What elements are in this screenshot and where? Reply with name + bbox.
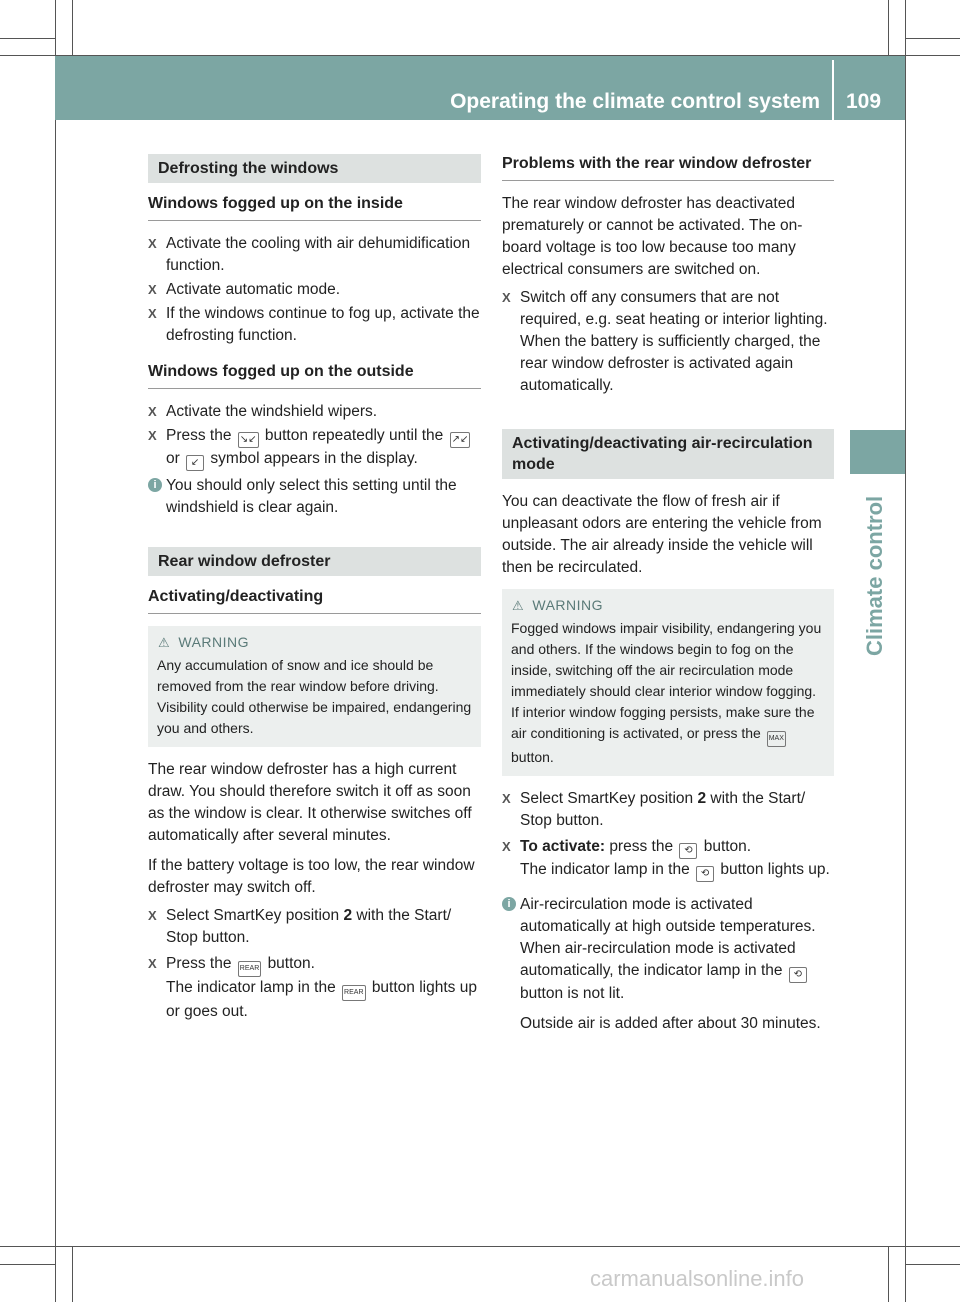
- step-text: with the Start/ Stop button.: [166, 907, 452, 946]
- info-text: button is not lit.: [520, 985, 625, 1002]
- warning-label: WARNING: [532, 597, 604, 613]
- info-text: Air-recirculation mode is activated automatically at high outside temperatures. When air-recirculation mode is activated automatically, the indicator lamp in the: [520, 896, 816, 979]
- crop-mark: [72, 0, 73, 55]
- info-icon: i: [502, 897, 516, 911]
- watermark: carmanualsonline.info: [590, 1266, 805, 1291]
- crop-mark: [0, 1246, 960, 1247]
- warning-text: button.: [511, 749, 554, 765]
- smartkey-position: 2: [343, 907, 353, 924]
- crop-mark: [55, 0, 56, 1302]
- warning-box: [148, 626, 481, 747]
- step-text: button.: [267, 955, 315, 972]
- crop-mark: [72, 1246, 73, 1302]
- warning-box: [502, 589, 834, 776]
- crop-mark: [905, 38, 960, 39]
- warning-triangle-icon: ⚠: [512, 598, 525, 613]
- step-item: X If the windows continue to fog up, activate the defrosting function.: [148, 303, 481, 347]
- header-divider: [832, 60, 834, 120]
- step-item: X Activate automatic mode.: [148, 279, 481, 301]
- rear-defrost-icon: REAR: [238, 961, 261, 977]
- step-text: Select SmartKey position: [520, 790, 694, 807]
- step-text: button lights up.: [720, 861, 830, 878]
- warning-text: Fogged windows impair visibility, endangering you and others. If the windows begin to fog on the inside, switching off the air recirculation mode immediately should clear interior window fogging. If interior window fogging persists, make sure the air conditioning is activated, or press the: [511, 620, 822, 741]
- step-item: [502, 836, 834, 882]
- warning-label: WARNING: [178, 634, 250, 650]
- section-heading-rear-defroster: Rear window defroster: [148, 547, 481, 576]
- step-text: Press the: [166, 955, 232, 972]
- left-column: [148, 154, 481, 1025]
- step-item: [502, 287, 834, 397]
- step-item: X Activate the cooling with air dehumidification function.: [148, 233, 481, 277]
- paragraph: The rear window defroster has deactivated prematurely or cannot be activated. The on-board voltage is too low because too many electrical consumers are switched on.: [502, 195, 803, 278]
- step-item: [148, 953, 481, 1023]
- step-item: [148, 905, 481, 949]
- step-text: or: [166, 450, 180, 467]
- recirculation-icon: ⟲: [789, 967, 807, 983]
- right-column: [502, 154, 834, 1041]
- paragraph: You can deactivate the flow of fresh air if unpleasant odors are entering the vehicle from outside. The air already inside the vehicle will then be recirculated.: [502, 493, 822, 576]
- step-text: The indicator lamp in the: [166, 979, 336, 996]
- warning-heading: [511, 595, 825, 616]
- recirculation-icon: ⟲: [696, 866, 714, 882]
- smartkey-position: 2: [697, 790, 707, 807]
- crop-mark: [905, 0, 906, 1302]
- recirculation-icon: ⟲: [679, 843, 697, 859]
- step-text: Switch off any consumers that are not required, e.g. seat heating or interior lighting.: [520, 289, 828, 328]
- step-text: Select SmartKey position: [166, 907, 340, 924]
- header-title: Operating the climate control system: [450, 90, 820, 113]
- crop-mark: [888, 1246, 889, 1302]
- paragraph: The rear window defroster has a high current draw. You should therefore switch it off as soon as the window is clear. It otherwise switches off automatically after several minutes.: [148, 761, 472, 844]
- warning-triangle-icon: ⚠: [158, 635, 171, 650]
- subheading-fogged-outside: Windows fogged up on the outside: [148, 361, 481, 389]
- info-text: You should only select this setting until the windshield is clear again.: [166, 477, 457, 516]
- step-text: button lights up or goes out.: [166, 979, 477, 1020]
- step-text: The indicator lamp in the: [520, 861, 690, 878]
- subheading-activating: Activating/deactivating: [148, 586, 481, 614]
- max-defrost-icon: MAX: [767, 731, 786, 747]
- step-item: X Activate the windshield wipers.: [148, 401, 481, 423]
- page-number: 109: [846, 90, 882, 113]
- step-text: press the: [609, 838, 674, 855]
- section-heading-recirculation: Activating/deactivating air-recirculation mode: [502, 429, 834, 479]
- rear-defrost-icon: REAR: [342, 985, 365, 1001]
- paragraph: If the battery voltage is too low, the rear window defroster may switch off.: [148, 857, 475, 896]
- crop-mark: [0, 1264, 55, 1265]
- crop-mark: [0, 38, 55, 39]
- crop-mark: [905, 1264, 960, 1265]
- info-icon: i: [148, 478, 162, 492]
- section-heading-defrosting: Defrosting the windows: [148, 154, 481, 183]
- step-item: [148, 425, 481, 471]
- step-result: When the battery is sufficiently charged, the rear window defroster is activated again automatically.: [520, 333, 821, 394]
- subheading-fogged-inside: Windows fogged up on the inside: [148, 193, 481, 221]
- warning-text: Any accumulation of snow and ice should be removed from the rear window before driving. Visibility could otherwise be impaired, endangering you and others.: [157, 657, 472, 736]
- airflow-footwell-icon: ↙: [186, 455, 204, 471]
- airflow-icon: ↘↙: [238, 432, 259, 448]
- info-note: [502, 894, 834, 1035]
- step-text: symbol appears in the display.: [210, 450, 418, 467]
- side-chapter-label: Climate control: [862, 495, 887, 656]
- step-label: To activate:: [520, 838, 605, 855]
- step-text: Press the: [166, 427, 232, 444]
- info-note: [148, 475, 481, 519]
- step-text: button repeatedly until the: [264, 427, 444, 444]
- step-text: button.: [703, 838, 752, 855]
- info-text: Outside air is added after about 30 minutes.: [520, 1015, 821, 1032]
- subheading-problems-defroster: Problems with the rear window defroster: [502, 153, 834, 181]
- step-text: with the Start/ Stop button.: [520, 790, 806, 829]
- step-item: [502, 788, 834, 832]
- airflow-windshield-icon: ↗↙: [450, 432, 471, 448]
- crop-mark: [888, 0, 889, 55]
- warning-heading: [157, 632, 472, 653]
